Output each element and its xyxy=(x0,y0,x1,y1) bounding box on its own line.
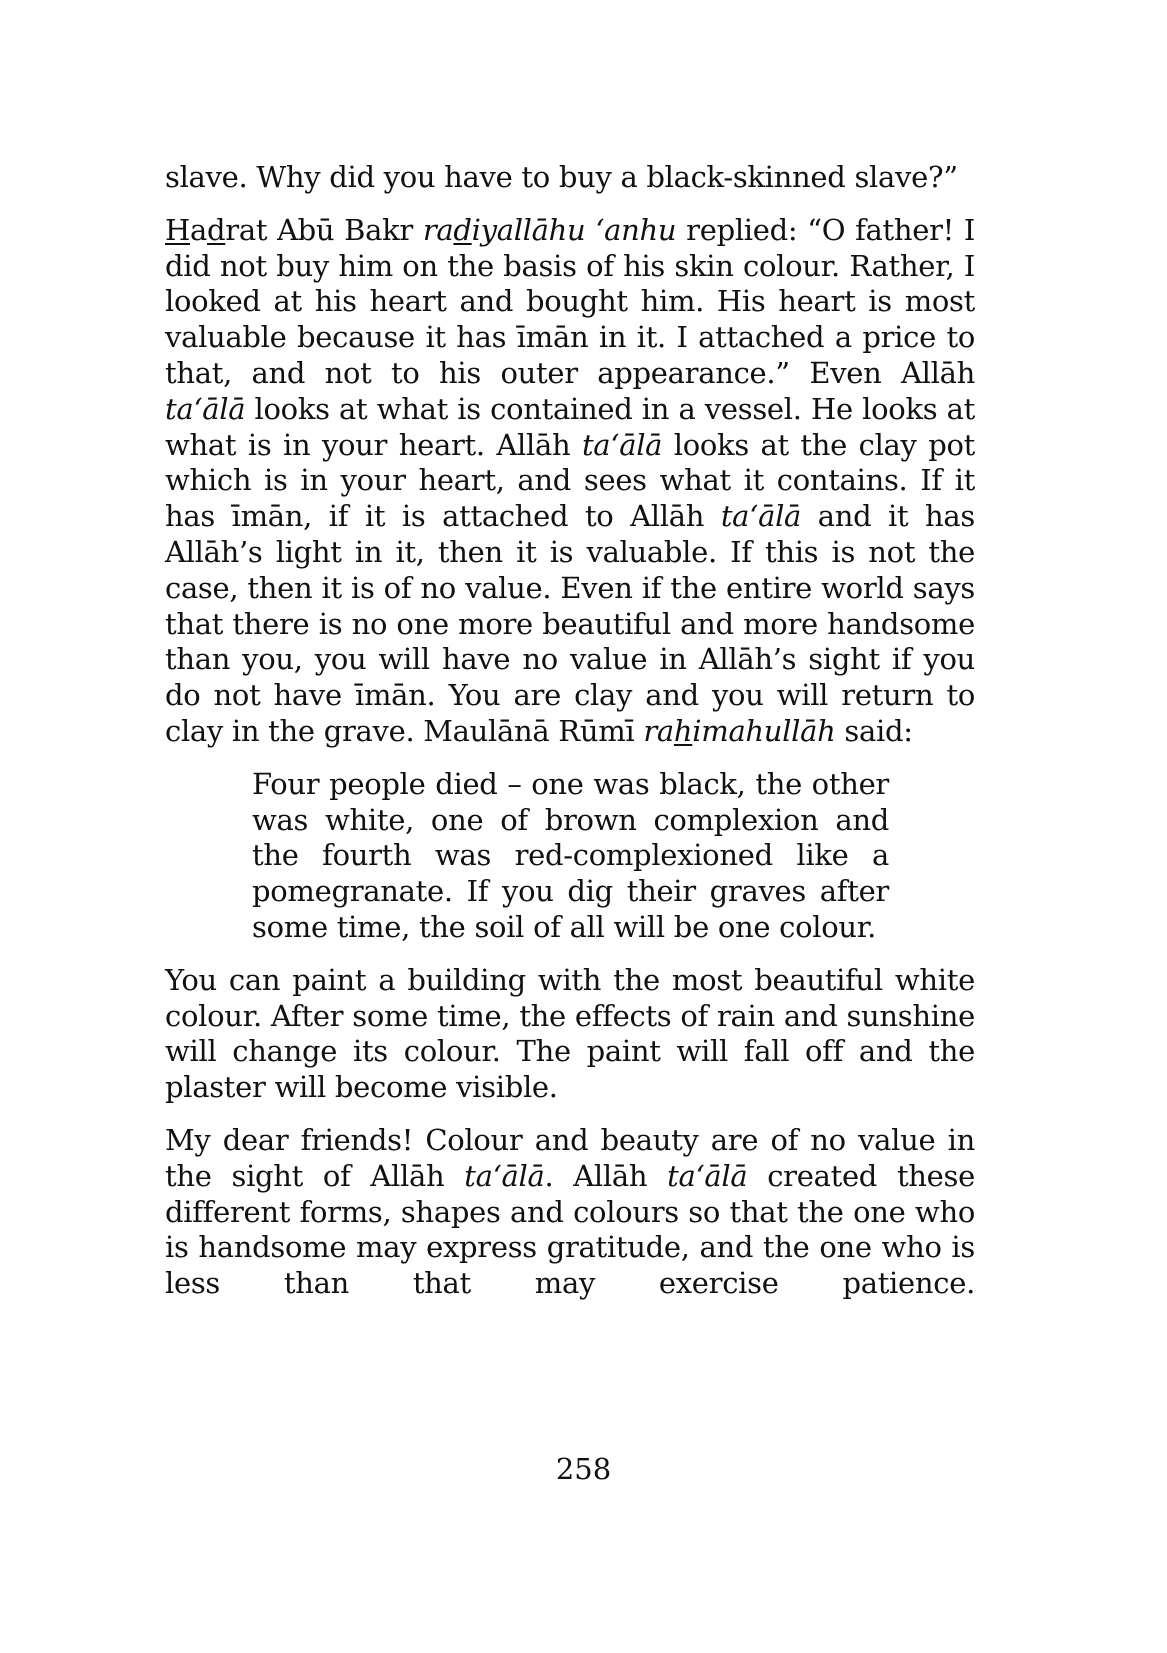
honorific-italic xyxy=(423,213,676,247)
underlined-letter: H xyxy=(165,212,190,247)
text-run: looks at the clay pot which is in your heart, and sees what it contains. If it has īmān, if it is attached to Allāh xyxy=(165,427,975,534)
text-run: a xyxy=(190,212,207,247)
italic-term: ta‘ālā xyxy=(165,391,246,426)
text-run: . Allāh xyxy=(544,1158,668,1193)
text-run: rat Abū Bakr xyxy=(225,212,423,247)
text-run: replied: “O father! I did not buy him on the basis of his skin colour. Rather, I looked at his heart and bought him. His heart is most valuable because it has īmān in it. I attached a price to that, and not to his outer appearance.” Even Allāh xyxy=(165,212,975,390)
text-run: My dear friends! Colour and beauty are of no value in the sight of Allāh xyxy=(165,1122,975,1193)
text-run: iyallāhu ‘anhu xyxy=(471,212,677,247)
text-run: imahullāh xyxy=(692,713,836,748)
block-quote: Four people died – one was black, the other was white, one of brown complexion and the fourth was red-complexioned like a pomegranate. If you dig their graves after some time, the soil of all will be one colour. xyxy=(252,766,889,944)
text-run: ra xyxy=(643,713,674,748)
paragraph-dear-friends xyxy=(165,1123,975,1302)
text-run: created these different forms, shapes and colours so that the one who is handsome may express gratitude, and the one who is less than that may exercise patience. xyxy=(165,1158,975,1301)
page-body xyxy=(165,160,975,1319)
page-number: 258 xyxy=(555,1452,612,1486)
underlined-letter: d xyxy=(453,212,472,247)
italic-term: ta‘ālā xyxy=(464,1158,545,1193)
underlined-letter: d xyxy=(207,212,226,247)
paragraph-abu-bakr-reply xyxy=(165,213,975,750)
italic-term: ta‘ālā xyxy=(667,1158,748,1193)
text-run: looks at what is contained in a vessel. He looks at what is in your heart. Allāh xyxy=(165,391,975,462)
paragraph-paint: You can paint a building with the most beautiful white colour. After some time, the effects of rain and sunshine will change its colour. The paint will fall off and the plaster will become visible. xyxy=(165,962,975,1105)
underlined-letter: h xyxy=(673,713,693,748)
honorific-italic xyxy=(643,714,835,748)
text-run: said: xyxy=(835,713,913,748)
text-run: ra xyxy=(422,212,454,247)
paragraph-continuation: slave. Why did you have to buy a black-skinned slave?” xyxy=(165,160,958,194)
text-run: and it has Allāh’s light in it, then it is valuable. If this is not the case, then it is of no value. Even if the entire world says that there is no one more beautiful and more handsome than you, you will have no value in Allāh’s sight if you do not have īmān. You are clay and you will return to clay in the grave. Maulānā Rūmī xyxy=(165,499,976,748)
italic-term: ta‘ālā xyxy=(720,499,802,534)
italic-term: ta‘ālā xyxy=(581,427,663,462)
